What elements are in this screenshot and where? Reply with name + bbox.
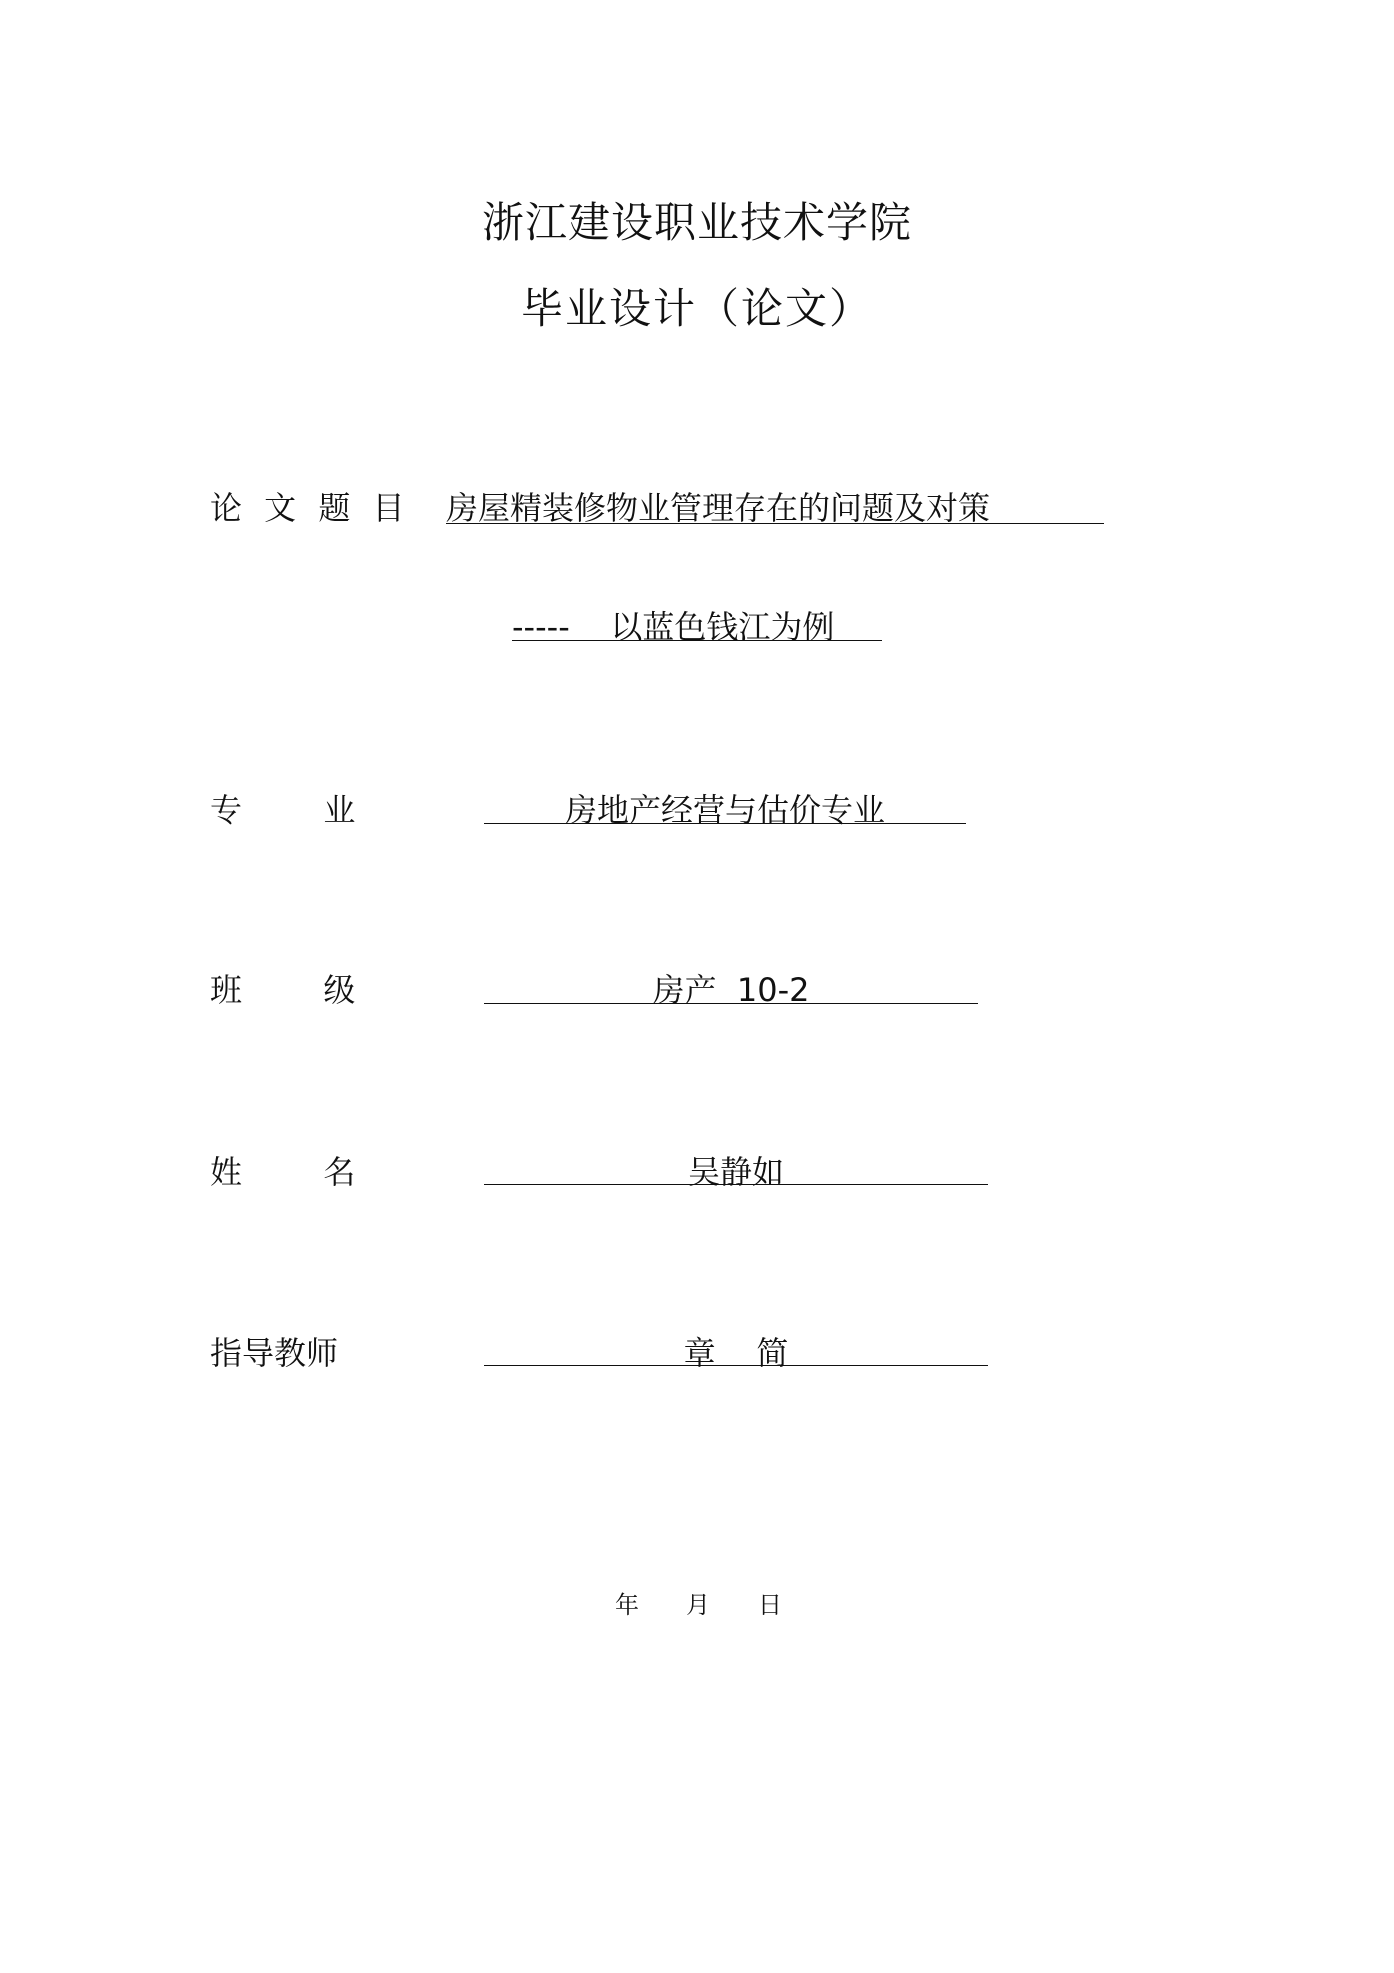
class-underline [484,1003,978,1004]
class-label: 班 级 [210,971,356,1009]
advisor-underline [484,1365,988,1366]
title-value-line2: ----- 以蓝色钱江为例 [512,608,835,646]
title-value-line1: 房屋精装修物业管理存在的问题及对策 [446,489,991,527]
major-underline [484,823,966,824]
date-month: 月 [686,1591,710,1619]
class-value: 房产 10-2 [652,971,810,1009]
document-type: 毕业设计（论文） [520,284,873,333]
school-name: 浙江建设职业技术学院 [481,198,912,247]
major-value: 房地产经营与估价专业 [564,791,885,829]
date-year: 年 [615,1591,639,1619]
name-label: 姓 名 [210,1153,356,1191]
major-label: 专 业 [210,791,356,829]
name-underline [484,1184,988,1185]
title-underline-2 [512,640,882,641]
name-value: 吴静如 [687,1153,784,1191]
title-label: 论 文 题 目 [210,489,411,527]
advisor-label: 指导教师 [210,1334,339,1372]
date-day: 日 [758,1591,782,1619]
title-underline-1 [446,523,1104,524]
advisor-value: 章 简 [683,1334,789,1372]
